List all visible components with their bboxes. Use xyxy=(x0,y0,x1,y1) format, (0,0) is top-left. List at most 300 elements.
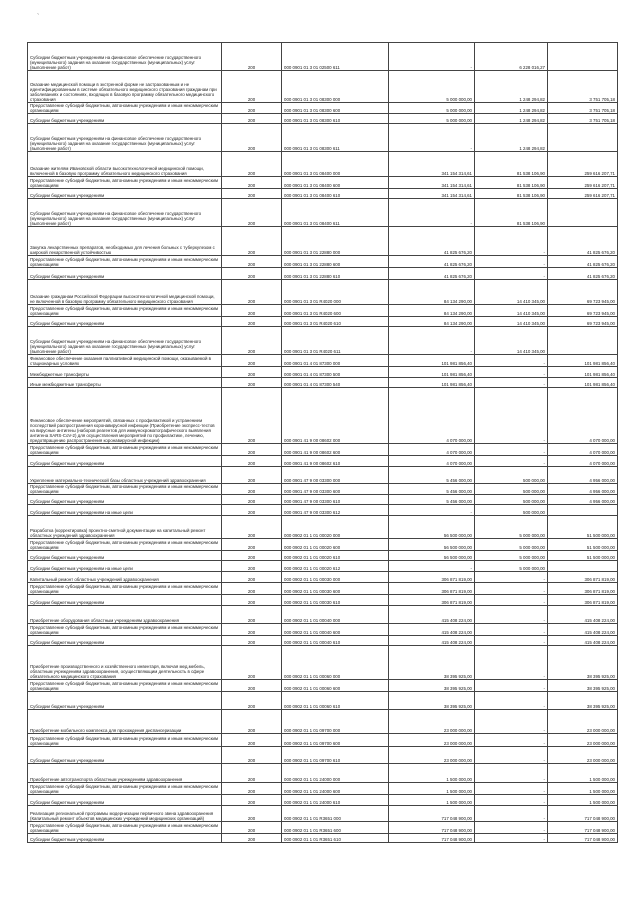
row-classification-code: 000 0902 01 1 01 00040 610 xyxy=(282,636,389,646)
row-name: Субсидии бюджетным учреждениям на финансовое обеспечение государственного (муниципального) задания на оказание государственных (муниципальных) услуг (выполнение работ) xyxy=(28,199,222,227)
row-amount-approved: 41 825 676,20 xyxy=(389,256,475,268)
row-amount-executed: 81 538 106,90 xyxy=(475,189,548,199)
row-classification-code: 000 0901 01 3 01 22880 000 xyxy=(282,227,389,256)
row-name: Субсидии бюджетным учреждениям xyxy=(28,495,222,505)
row-name: Предоставление субсидий бюджетным, автономным учреждениям и иным некоммерческим организациям xyxy=(28,624,222,636)
table-row xyxy=(28,484,618,495)
row-amount-executed: 5 000 000,00 xyxy=(475,539,548,551)
row-name: Предоставление субсидий бюджетным, автономным учреждениям и иным некоммерческим организациям xyxy=(28,484,222,495)
row-amount-approved: 717 048 900,00 xyxy=(389,822,475,834)
row-amount-executed: 5 000 000,00 xyxy=(475,516,548,539)
row-classification-code: 000 0901 01 4 01 87300 540 xyxy=(282,378,389,388)
table-row xyxy=(28,505,618,516)
row-amount-approved: 84 134 290,00 xyxy=(389,305,475,317)
row-classification-code: 000 0901 47 9 00 03300 612 xyxy=(282,505,389,516)
row-name: Субсидии бюджетным учреждениям xyxy=(28,834,222,843)
row-amount-approved: 41 825 676,20 xyxy=(389,268,475,280)
row-grbs-code: 200 xyxy=(222,317,282,327)
row-name: Капитальный ремонт областных учреждений здравоохранения xyxy=(28,572,222,583)
table-row xyxy=(28,583,618,595)
row-grbs-code: 200 xyxy=(222,606,282,624)
table-row xyxy=(28,177,618,189)
row-amount-executed: 1 248 294,82 xyxy=(475,124,548,152)
table-row xyxy=(28,834,618,843)
row-amount-approved: - xyxy=(389,505,475,516)
row-amount-approved: 306 871 819,00 xyxy=(389,583,475,595)
row-amount-remaining xyxy=(548,505,618,516)
row-grbs-code: 200 xyxy=(222,595,282,606)
table-row xyxy=(28,317,618,327)
row-classification-code: 000 0902 01 1 01 R3651 600 xyxy=(282,822,389,834)
row-name: Субсидии бюджетным учреждениям xyxy=(28,456,222,467)
row-name: Предоставление субсидий бюджетным, автономным учреждениям и иным некоммерческим организациям xyxy=(28,822,222,834)
row-amount-approved: 56 500 000,00 xyxy=(389,539,475,551)
table-row xyxy=(28,764,618,783)
row-amount-remaining: 23 000 000,00 xyxy=(548,710,618,734)
row-name: Приобретение производственного и хозяйственного инвентаря, включая мед.мебель, областным учреждениям здравоохранения, осуществляющим деятельность в сфере обязательного медицинского страхования xyxy=(28,646,222,680)
row-amount-approved: 23 000 000,00 xyxy=(389,747,475,764)
row-classification-code: 000 0902 01 1 01 24000 000 xyxy=(282,764,389,783)
row-classification-code: 000 0902 01 1 01 00060 000 xyxy=(282,646,389,680)
row-amount-remaining: 3 751 705,18 xyxy=(548,114,618,124)
row-name: Субсидии бюджетным учреждениям xyxy=(28,795,222,806)
row-name: Субсидии бюджетным учреждениям на финансовое обеспечение государственного (муниципального) задания на оказание государственных (муниципальных) услуг (выполнение работ) xyxy=(28,124,222,152)
row-grbs-code: 200 xyxy=(222,764,282,783)
table-row xyxy=(28,606,618,624)
row-amount-executed: 500 000,00 xyxy=(475,467,548,484)
row-name: Субсидии бюджетным учреждениям xyxy=(28,636,222,646)
budget-table xyxy=(27,42,618,843)
row-amount-remaining: 4 070 000,00 xyxy=(548,456,618,467)
row-grbs-code: 200 xyxy=(222,539,282,551)
row-amount-executed: 81 538 106,90 xyxy=(475,199,548,227)
row-name: Субсидии бюджетным учреждениям xyxy=(28,317,222,327)
row-amount-approved: - xyxy=(389,43,475,71)
row-name: Приобретение мобильного комплекса для прохождения диспансеризации xyxy=(28,710,222,734)
row-amount-approved: 4 070 000,00 xyxy=(389,444,475,456)
row-amount-executed: - xyxy=(475,795,548,806)
table-row xyxy=(28,327,618,355)
row-amount-remaining: 69 723 945,00 xyxy=(548,317,618,327)
table-row xyxy=(28,268,618,280)
row-classification-code: 000 0901 01 3 01 22880 600 xyxy=(282,256,389,268)
row-classification-code: 000 0902 01 1 01 00030 600 xyxy=(282,583,389,595)
row-name: Субсидии бюджетным учреждениям на финансовое обеспечение государственного (муниципального) задания на оказание государственных (муниципальных) услуг (выполнение работ) xyxy=(28,43,222,71)
row-grbs-code: 200 xyxy=(222,124,282,152)
row-classification-code: 000 0901 01 3 01 08400 000 xyxy=(282,152,389,177)
row-amount-remaining: 1 500 000,00 xyxy=(548,764,618,783)
row-amount-executed: - xyxy=(475,764,548,783)
row-amount-remaining: 415 408 224,00 xyxy=(548,636,618,646)
row-name: Разработка (корректировка) проектно-сметной документации на капитальный ремонт областных учреждений здравоохранения xyxy=(28,516,222,539)
row-amount-executed: - xyxy=(475,227,548,256)
row-amount-executed: 14 410 345,00 xyxy=(475,317,548,327)
row-name: Субсидии бюджетным учреждениям xyxy=(28,692,222,710)
budget-table-body xyxy=(28,43,618,843)
table-row xyxy=(28,199,618,227)
row-name: Предоставление субсидий бюджетным, автономным учреждениям и иным некоммерческим организациям xyxy=(28,734,222,747)
row-amount-approved: 5 000 000,00 xyxy=(389,103,475,114)
row-grbs-code: 200 xyxy=(222,71,282,103)
row-grbs-code: 200 xyxy=(222,680,282,692)
table-row xyxy=(28,822,618,834)
row-amount-approved: 23 000 000,00 xyxy=(389,734,475,747)
row-amount-executed: - xyxy=(475,806,548,822)
row-amount-approved: 84 134 290,00 xyxy=(389,317,475,327)
table-row xyxy=(28,355,618,367)
row-classification-code: 000 0902 01 1 01 00020 600 xyxy=(282,539,389,551)
row-name: Субсидии бюджетным учреждениям xyxy=(28,747,222,764)
row-classification-code: 000 0901 01 3 01 08300 600 xyxy=(282,103,389,114)
row-amount-remaining: 38 395 925,00 xyxy=(548,692,618,710)
row-amount-approved: 306 871 819,00 xyxy=(389,595,475,606)
row-name: Субсидии бюджетным учреждениям xyxy=(28,268,222,280)
row-amount-remaining: 306 871 819,00 xyxy=(548,595,618,606)
row-amount-approved: 56 500 000,00 xyxy=(389,551,475,561)
table-row xyxy=(28,103,618,114)
row-grbs-code: 200 xyxy=(222,783,282,795)
row-name: Субсидии бюджетным учреждениям xyxy=(28,189,222,199)
row-classification-code: 000 0902 01 1 01 00060 600 xyxy=(282,680,389,692)
row-classification-code: 000 0902 01 1 01 24000 600 xyxy=(282,783,389,795)
row-amount-approved: 5 000 000,00 xyxy=(389,71,475,103)
row-amount-approved: - xyxy=(389,327,475,355)
row-grbs-code: 200 xyxy=(222,114,282,124)
row-amount-executed: - xyxy=(475,595,548,606)
row-amount-executed: 6 228 016,27 xyxy=(475,43,548,71)
row-amount-executed: 1 248 294,82 xyxy=(475,114,548,124)
row-amount-executed: - xyxy=(475,710,548,734)
row-amount-approved: 415 408 224,00 xyxy=(389,606,475,624)
row-amount-remaining xyxy=(548,43,618,71)
row-classification-code: 000 0902 01 1 01 00060 610 xyxy=(282,692,389,710)
row-classification-code: 000 0902 01 1 01 00040 600 xyxy=(282,624,389,636)
row-classification-code: 000 0901 01 3 01 R4020 611 xyxy=(282,327,389,355)
row-amount-approved: 23 000 000,00 xyxy=(389,710,475,734)
row-grbs-code: 200 xyxy=(222,199,282,227)
row-grbs-code: 200 xyxy=(222,378,282,388)
row-name: Субсидии бюджетным учреждениям на иные цели xyxy=(28,505,222,516)
row-amount-remaining: 1 500 000,00 xyxy=(548,783,618,795)
row-grbs-code: 200 xyxy=(222,177,282,189)
row-amount-remaining: 259 616 207,71 xyxy=(548,189,618,199)
row-grbs-code: 200 xyxy=(222,444,282,456)
row-grbs-code: 200 xyxy=(222,646,282,680)
row-grbs-code: 200 xyxy=(222,636,282,646)
row-amount-remaining: 4 956 000,00 xyxy=(548,467,618,484)
row-classification-code: 000 0901 41 9 00 08602 000 xyxy=(282,388,389,444)
table-row xyxy=(28,624,618,636)
row-grbs-code: 200 xyxy=(222,367,282,378)
row-amount-executed: - xyxy=(475,367,548,378)
table-row xyxy=(28,495,618,505)
row-classification-code: 000 0902 01 1 01 00030 610 xyxy=(282,595,389,606)
row-amount-remaining: 306 871 819,00 xyxy=(548,572,618,583)
row-amount-remaining: 3 751 705,18 xyxy=(548,103,618,114)
row-amount-approved: 717 048 900,00 xyxy=(389,834,475,843)
row-classification-code: 000 0902 01 1 01 00020 610 xyxy=(282,551,389,561)
row-grbs-code: 200 xyxy=(222,834,282,843)
row-amount-remaining: 415 408 224,00 xyxy=(548,624,618,636)
row-amount-approved: 101 981 856,40 xyxy=(389,367,475,378)
row-amount-executed: - xyxy=(475,734,548,747)
row-amount-executed: 5 000 000,00 xyxy=(475,551,548,561)
row-amount-remaining: 69 723 945,00 xyxy=(548,280,618,305)
row-amount-approved: 41 825 676,20 xyxy=(389,227,475,256)
row-amount-approved: 341 154 314,61 xyxy=(389,177,475,189)
row-amount-approved: 101 981 856,40 xyxy=(389,378,475,388)
row-grbs-code: 200 xyxy=(222,256,282,268)
row-grbs-code: 200 xyxy=(222,456,282,467)
row-grbs-code: 200 xyxy=(222,624,282,636)
row-grbs-code: 200 xyxy=(222,734,282,747)
row-amount-executed: - xyxy=(475,583,548,595)
row-classification-code: 000 0901 41 9 00 08602 600 xyxy=(282,444,389,456)
row-grbs-code: 200 xyxy=(222,822,282,834)
row-name: Закупка лекарственных препаратов, необходимых для лечения больных с туберкулезом с широкой лекарственной устойчивостью xyxy=(28,227,222,256)
row-name: Предоставление субсидий бюджетным, автономным учреждениям и иным некоммерческим организациям xyxy=(28,256,222,268)
table-row xyxy=(28,124,618,152)
row-name: Межбюджетные трансферты xyxy=(28,367,222,378)
row-classification-code: 000 0901 47 9 00 03300 000 xyxy=(282,467,389,484)
row-amount-approved: 415 408 224,00 xyxy=(389,636,475,646)
row-name: Оказание медицинской помощи в экстренной форме не застрахованным и не идентифицированным в системе обязательного медицинского страхования гражданам при заболеваниях и состояниях, входящих в базовую программу обязательного медицинского страхования xyxy=(28,71,222,103)
row-amount-remaining: 51 500 000,00 xyxy=(548,539,618,551)
row-amount-remaining: 51 500 000,00 xyxy=(548,516,618,539)
table-row xyxy=(28,467,618,484)
row-amount-remaining: 259 616 207,71 xyxy=(548,152,618,177)
table-row xyxy=(28,444,618,456)
corner-mark: ` xyxy=(37,14,40,21)
row-amount-approved: 1 500 000,00 xyxy=(389,795,475,806)
table-row xyxy=(28,539,618,551)
row-grbs-code: 200 xyxy=(222,43,282,71)
table-row xyxy=(28,456,618,467)
row-grbs-code: 200 xyxy=(222,583,282,595)
row-name: Субсидии бюджетным учреждениям xyxy=(28,595,222,606)
row-grbs-code: 200 xyxy=(222,795,282,806)
row-amount-executed: - xyxy=(475,834,548,843)
table-row xyxy=(28,388,618,444)
row-amount-remaining: 1 500 000,00 xyxy=(548,795,618,806)
table-row xyxy=(28,71,618,103)
table-row xyxy=(28,189,618,199)
row-name: Субсидии бюджетным учреждениям на финансовое обеспечение государственного (муниципального) задания на оказание государственных (муниципальных) услуг (выполнение работ) xyxy=(28,327,222,355)
row-amount-approved: 5 456 000,00 xyxy=(389,467,475,484)
row-name: Финансовое обеспечение мероприятий, связанных с профилактикой и устранением последствий распространения коронавирусной инфекции (Приобретение экспресс-тестов на вирусные антигены (наборов реагентов для иммунохроматографического выявления антигена SARS-CoV-2) для осуществления мероприятий по профилактике, лечению, предотвращению распространения коронавирусной инфекции) xyxy=(28,388,222,444)
table-row xyxy=(28,572,618,583)
row-grbs-code: 200 xyxy=(222,152,282,177)
row-grbs-code: 200 xyxy=(222,189,282,199)
row-classification-code: 000 0901 01 4 01 87300 500 xyxy=(282,367,389,378)
table-row xyxy=(28,734,618,747)
table-row xyxy=(28,692,618,710)
row-amount-executed: - xyxy=(475,646,548,680)
table-row xyxy=(28,367,618,378)
row-grbs-code: 200 xyxy=(222,103,282,114)
row-amount-approved: 5 000 000,00 xyxy=(389,114,475,124)
row-amount-executed: - xyxy=(475,636,548,646)
row-classification-code: 000 0901 01 3 01 22880 610 xyxy=(282,268,389,280)
table-row xyxy=(28,680,618,692)
row-name: Укрепление материально-технической базы областных учреждений здравоохранения xyxy=(28,467,222,484)
row-amount-approved: 1 500 000,00 xyxy=(389,783,475,795)
row-amount-executed: - xyxy=(475,256,548,268)
row-amount-remaining xyxy=(548,561,618,572)
row-classification-code: 000 0902 01 1 01 00040 000 xyxy=(282,606,389,624)
table-row xyxy=(28,806,618,822)
row-amount-executed: - xyxy=(475,624,548,636)
row-amount-remaining: 3 751 705,18 xyxy=(548,71,618,103)
row-grbs-code: 200 xyxy=(222,505,282,516)
row-amount-remaining xyxy=(548,327,618,355)
row-classification-code: 000 0901 01 3 01 08300 611 xyxy=(282,124,389,152)
row-amount-approved: 306 871 819,00 xyxy=(389,572,475,583)
row-amount-remaining: 4 070 000,00 xyxy=(548,444,618,456)
row-classification-code: 000 0901 01 3 01 08400 600 xyxy=(282,177,389,189)
table-row xyxy=(28,152,618,177)
row-name: Субсидии бюджетным учреждениям xyxy=(28,114,222,124)
row-classification-code: 000 0901 01 3 01 02500 611 xyxy=(282,43,389,71)
table-row xyxy=(28,378,618,388)
row-name: Предоставление субсидий бюджетным, автономным учреждениям и иным некоммерческим организациям xyxy=(28,177,222,189)
row-amount-executed: 5 000 000,00 xyxy=(475,561,548,572)
row-name: Предоставление субсидий бюджетным, автономным учреждениям и иным некоммерческим организациям xyxy=(28,444,222,456)
row-amount-executed: 500 000,00 xyxy=(475,495,548,505)
row-amount-remaining: 717 048 900,00 xyxy=(548,822,618,834)
row-amount-executed: - xyxy=(475,444,548,456)
row-amount-approved: 341 154 314,61 xyxy=(389,152,475,177)
table-row xyxy=(28,710,618,734)
row-amount-remaining: 101 981 856,40 xyxy=(548,367,618,378)
table-row xyxy=(28,595,618,606)
row-amount-executed: 14 410 345,00 xyxy=(475,305,548,317)
table-row xyxy=(28,551,618,561)
row-classification-code: 000 0901 01 4 01 87300 000 xyxy=(282,355,389,367)
table-row xyxy=(28,43,618,71)
table-row xyxy=(28,646,618,680)
row-name: Предоставление субсидий бюджетным, автономным учреждениям и иным некоммерческим организациям xyxy=(28,305,222,317)
row-classification-code: 000 0901 01 3 01 08400 611 xyxy=(282,199,389,227)
row-amount-approved: 4 070 000,00 xyxy=(389,456,475,467)
row-classification-code: 000 0902 01 1 01 09700 000 xyxy=(282,710,389,734)
row-amount-remaining: 23 000 000,00 xyxy=(548,747,618,764)
row-amount-remaining: 41 825 676,20 xyxy=(548,256,618,268)
table-row xyxy=(28,227,618,256)
row-amount-remaining: 415 408 224,00 xyxy=(548,606,618,624)
row-grbs-code: 200 xyxy=(222,327,282,355)
row-amount-approved: 5 456 000,00 xyxy=(389,495,475,505)
row-grbs-code: 200 xyxy=(222,572,282,583)
row-classification-code: 000 0902 01 1 01 09700 600 xyxy=(282,734,389,747)
row-amount-remaining: 51 500 000,00 xyxy=(548,551,618,561)
table-row xyxy=(28,636,618,646)
row-classification-code: 000 0901 01 3 01 R4020 000 xyxy=(282,280,389,305)
row-amount-executed: 500 000,00 xyxy=(475,484,548,495)
row-classification-code: 000 0901 47 9 00 03300 610 xyxy=(282,495,389,505)
row-grbs-code: 200 xyxy=(222,561,282,572)
row-amount-executed: - xyxy=(475,680,548,692)
row-amount-approved: 56 500 000,00 xyxy=(389,516,475,539)
table-row xyxy=(28,516,618,539)
row-classification-code: 000 0901 47 9 00 03300 600 xyxy=(282,484,389,495)
row-amount-executed: - xyxy=(475,606,548,624)
row-grbs-code: 200 xyxy=(222,747,282,764)
row-name: Иные межбюджетные трансферты xyxy=(28,378,222,388)
row-classification-code: 000 0901 01 3 01 08300 610 xyxy=(282,114,389,124)
row-amount-remaining: 101 981 856,40 xyxy=(548,378,618,388)
row-amount-remaining: 101 981 856,40 xyxy=(548,355,618,367)
row-grbs-code: 200 xyxy=(222,467,282,484)
row-name: Приобретение оборудования областным учреждениям здравоохранения xyxy=(28,606,222,624)
row-name: Предоставление субсидий бюджетным, автономным учреждениям и иным некоммерческим организациям xyxy=(28,103,222,114)
row-amount-remaining xyxy=(548,124,618,152)
row-grbs-code: 200 xyxy=(222,806,282,822)
row-classification-code: 000 0902 01 1 01 24000 610 xyxy=(282,795,389,806)
row-name: Субсидии бюджетным учреждениям xyxy=(28,551,222,561)
row-name: Предоставление субсидий бюджетным, автономным учреждениям и иным некоммерческим организациям xyxy=(28,680,222,692)
row-classification-code: 000 0902 01 1 01 R3651 000 xyxy=(282,806,389,822)
row-grbs-code: 200 xyxy=(222,227,282,256)
row-grbs-code: 200 xyxy=(222,484,282,495)
row-amount-executed: - xyxy=(475,572,548,583)
row-amount-remaining: 38 395 925,00 xyxy=(548,680,618,692)
row-amount-executed: - xyxy=(475,456,548,467)
row-grbs-code: 200 xyxy=(222,268,282,280)
row-amount-approved: 38 395 925,00 xyxy=(389,680,475,692)
row-amount-approved: 717 048 900,00 xyxy=(389,806,475,822)
row-classification-code: 000 0901 41 9 00 08602 610 xyxy=(282,456,389,467)
table-row xyxy=(28,280,618,305)
row-name: Финансовое обеспечение оказания паллиативной медицинской помощи, оказываемой в стационарных условиях xyxy=(28,355,222,367)
row-amount-executed: - xyxy=(475,822,548,834)
row-classification-code: 000 0901 01 3 01 R4020 600 xyxy=(282,305,389,317)
row-amount-remaining: 4 956 000,00 xyxy=(548,484,618,495)
row-grbs-code: 200 xyxy=(222,388,282,444)
row-amount-executed: 1 248 294,82 xyxy=(475,71,548,103)
row-classification-code: 000 0901 01 3 01 R4020 610 xyxy=(282,317,389,327)
row-amount-approved: 84 134 290,00 xyxy=(389,280,475,305)
row-amount-executed: - xyxy=(475,692,548,710)
row-amount-remaining: 306 871 819,00 xyxy=(548,583,618,595)
row-classification-code: 000 0902 01 1 01 R3651 610 xyxy=(282,834,389,843)
row-amount-executed: 81 538 106,90 xyxy=(475,177,548,189)
row-amount-executed: - xyxy=(475,747,548,764)
row-name: Оказание гражданам Российской Федерации высокотехнологичной медицинской помощи, не включенной в базовую программу обязательного медицинского страхования xyxy=(28,280,222,305)
row-grbs-code: 200 xyxy=(222,516,282,539)
row-amount-remaining: 717 048 900,00 xyxy=(548,806,618,822)
row-grbs-code: 200 xyxy=(222,495,282,505)
row-amount-executed: - xyxy=(475,783,548,795)
table-row xyxy=(28,783,618,795)
table-row xyxy=(28,747,618,764)
row-name: Предоставление субсидий бюджетным, автономным учреждениям и иным некоммерческим организациям xyxy=(28,583,222,595)
table-row xyxy=(28,256,618,268)
row-name: Предоставление субсидий бюджетным, автономным учреждениям и иным некоммерческим организациям xyxy=(28,539,222,551)
row-grbs-code: 200 xyxy=(222,305,282,317)
row-amount-executed: - xyxy=(475,268,548,280)
row-amount-approved: 38 395 925,00 xyxy=(389,692,475,710)
row-amount-remaining xyxy=(548,199,618,227)
row-classification-code: 000 0902 01 1 01 00020 612 xyxy=(282,561,389,572)
table-row xyxy=(28,114,618,124)
row-amount-remaining: 4 956 000,00 xyxy=(548,495,618,505)
row-amount-approved: 341 154 314,61 xyxy=(389,189,475,199)
row-amount-approved: - xyxy=(389,561,475,572)
row-name: Предоставление субсидий бюджетным, автономным учреждениям и иным некоммерческим организациям xyxy=(28,783,222,795)
row-amount-remaining: 717 048 900,00 xyxy=(548,834,618,843)
row-amount-approved: 1 500 000,00 xyxy=(389,764,475,783)
